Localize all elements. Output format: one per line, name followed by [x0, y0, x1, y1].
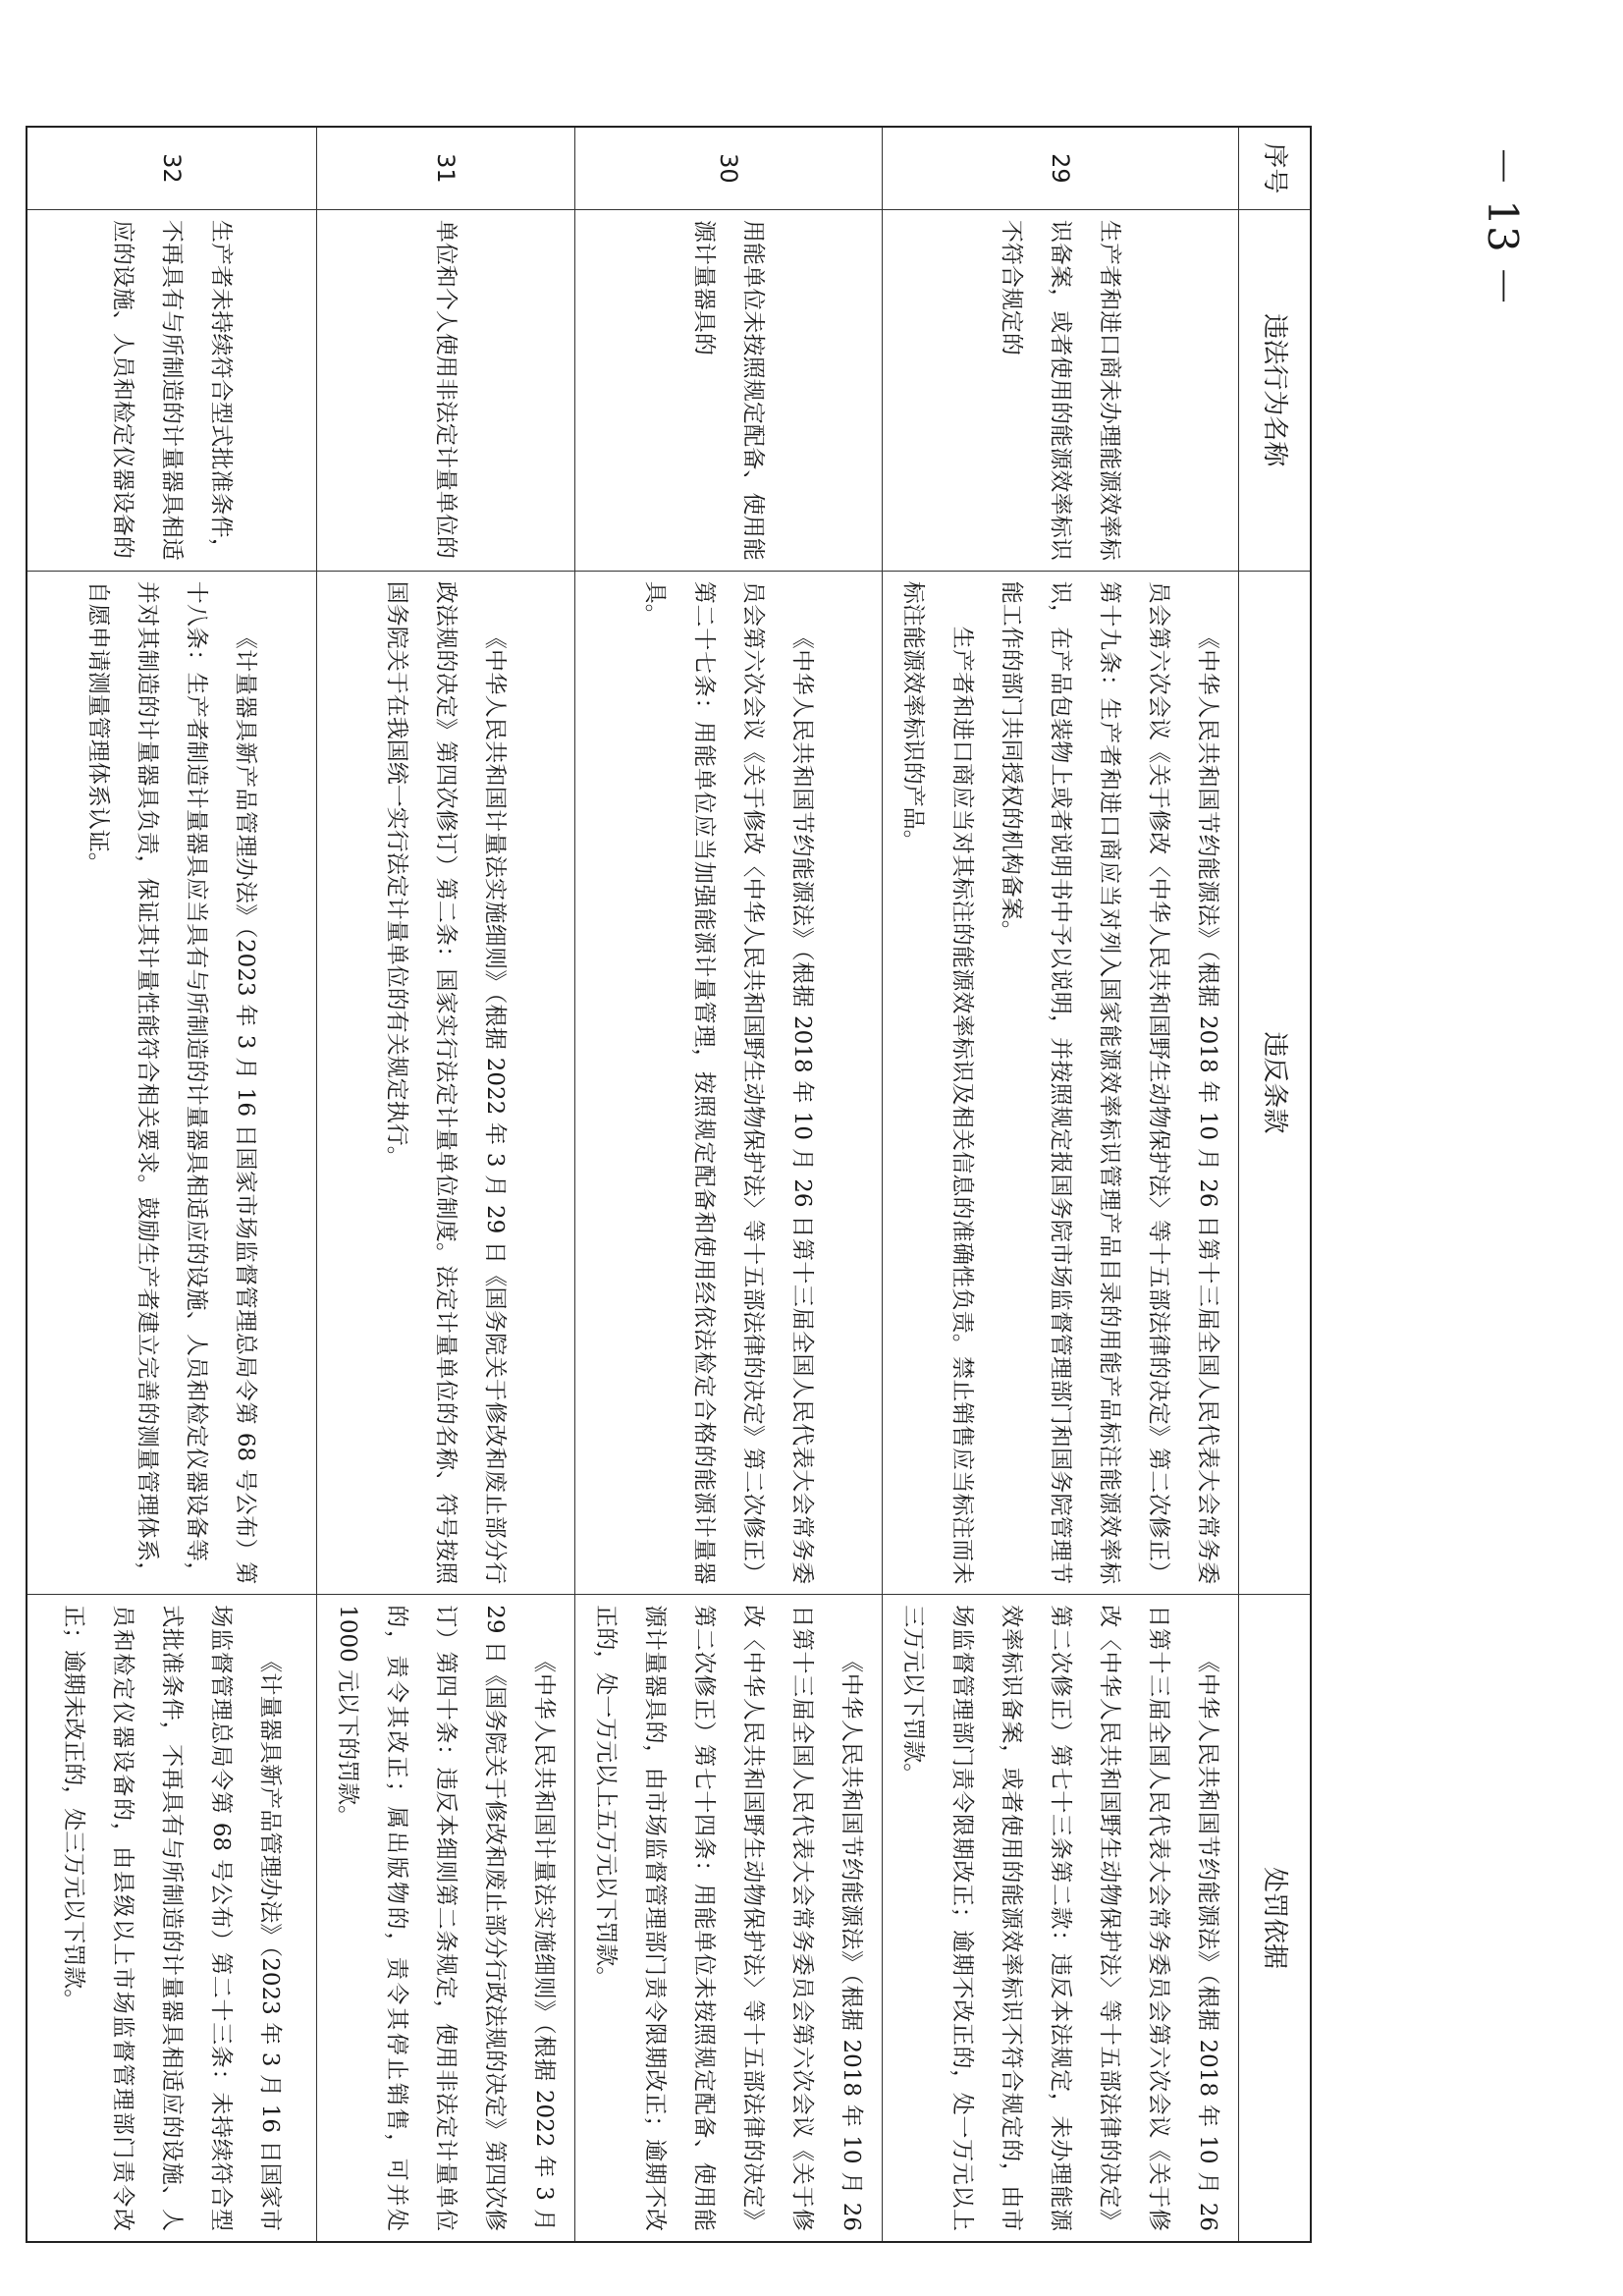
clause-paragraph: 《计量器具新产品管理办法》（2023 年 3 月 16 日国家市场监督管理总局令第 68 号公布）第十八条：生产者制造计量器具应当具有与所制造的计量器具相适应的设施、人员和检定仪器设备等，并对其制造的计量器具负责，保证其计量性能符合相关要求。鼓励生产者建立完善的测量管理体系，自愿申请测量管理体系认证。: [85, 580, 259, 1585]
table-header-row: [1239, 127, 1312, 2242]
row-serial-number: 32: [27, 127, 317, 209]
header-violation-name: 违法行为名称: [1239, 209, 1312, 571]
header-violated-clause: 违反条款: [1239, 571, 1312, 1595]
header-penalty-basis: 处罚依据: [1239, 1595, 1312, 2242]
clause-paragraph: 生产者和进口商应当对其标注的能源效率标识及相关信息的准确性负责。禁止销售应当标注而未标注能源效率标识的产品。: [900, 580, 975, 1585]
clause-paragraph: 《中华人民共和国节约能源法》（根据 2018 年 10 月 26 日第十三届全国人民代表大会常务委员会第六次会议《关于修改〈中华人民共和国野生动物保护法〉等十五部法律的决定》第二次修正）第十九条：生产者和进口商应当对列入国家能源效率标识管理产品目录的用能产品标注能源效率标识，在产品包装物上或者说明书中予以说明，并按照规定报国务院市场监督管理部门和国务院管理节能工作的部门共同授权的机构备案。: [999, 580, 1220, 1585]
table-row: [317, 127, 575, 2242]
row-violated-clause: [27, 571, 317, 1595]
clause-paragraph: 《中华人民共和国计量法实施细则》（根据 2022 年 3 月 29 日《国务院关于修改和废止部分行政法规的决定》第四次修订）第二条：国家实行法定计量单位制度。法定计量单位的名称、符号按照国务院关于在我国统一实行法定计量单位的有关规定执行。: [384, 580, 508, 1585]
table-row: [883, 127, 1239, 2242]
row-serial-number: 29: [883, 127, 1239, 209]
basis-paragraph: 《中华人民共和国节约能源法》（根据 2018 年 10 月 26 日第十三届全国人民代表大会常务委员会第六次会议《关于修改〈中华人民共和国野生动物保护法〉等十五部法律的决定》第二次修正）第七十四条：用能单位未按照规定配备、使用能源计量器具的，由市场监督管理部门责令限期改正；逾期不改正的，处一万元以上五万元以下罚款。: [593, 1605, 864, 2231]
row-serial-number: 31: [317, 127, 575, 209]
page-number: － 13 －: [1479, 144, 1527, 307]
basis-paragraph: 《计量器具新产品管理办法》（2023 年 3 月 16 日国家市场监督管理总局令第 68 号公布）第二十三条：未持续符合型式批准条件，不再具有与所制造的计量器具相适应的设施、人员和检定仪器设备的，由县级以上市场监督管理部门责令改正；逾期未改正的，处三万元以下罚款。: [61, 1605, 284, 2231]
row-penalty-basis: [575, 1595, 883, 2242]
row-penalty-basis: [27, 1595, 317, 2242]
row-penalty-basis: [883, 1595, 1239, 2242]
basis-paragraph: 《中华人民共和国节约能源法》（根据 2018 年 10 月 26 日第十三届全国人民代表大会常务委员会第六次会议《关于修改〈中华人民共和国野生动物保护法〉等十五部法律的决定》第二次修正）第七十三条第二款：违反本法规定，未办理能源效率标识备案，或者使用的能源效率标识不符合规定的，由市场监督管理部门责令限期改正；逾期不改正的，处一万元以上三万元以下罚款。: [900, 1605, 1220, 2231]
row-violation-name: 用能单位未按照规定配备、使用能源计量器具的: [575, 209, 883, 571]
penalty-table-frame: [61, 126, 1312, 2243]
row-violated-clause: [883, 571, 1239, 1595]
table-row: [575, 127, 883, 2242]
clause-paragraph: 《中华人民共和国节约能源法》（根据 2018 年 10 月 26 日第十三届全国人民代表大会常务委员会第六次会议《关于修改〈中华人民共和国野生动物保护法〉等十五部法律的决定》第二次修正）第二十七条：用能单位应当加强能源计量管理，按照规定配备和使用经依法检定合格的能源计量器具。: [642, 580, 815, 1585]
row-serial-number: 30: [575, 127, 883, 209]
row-violation-name: 单位和个人使用非法定计量单位的: [317, 209, 575, 571]
row-penalty-basis: [317, 1595, 575, 2242]
row-violation-name: 生产者未持续符合型式批准条件，不再具有与所制造的计量器具相适应的设施、人员和检定仪器设备的: [27, 209, 317, 571]
row-violation-name: 生产者和进口商未办理能源效率标识备案，或者使用的能源效率标识不符合规定的: [883, 209, 1239, 571]
basis-paragraph: 《中华人民共和国计量法实施细则》（根据 2022 年 3 月 29 日《国务院关于修改和废止部分行政法规的决定》第四次修订）第四十条：违反本细则第二条规定，使用非法定计量单位的，责令其改正；属出版物的，责令其停止销售，可并处 1000 元以下的罚款。: [335, 1605, 557, 2231]
row-violated-clause: [317, 571, 575, 1595]
table-row: [27, 127, 317, 2242]
penalty-table: [27, 126, 1313, 2243]
header-serial-number: 序号: [1239, 127, 1312, 209]
row-violated-clause: [575, 571, 883, 1595]
